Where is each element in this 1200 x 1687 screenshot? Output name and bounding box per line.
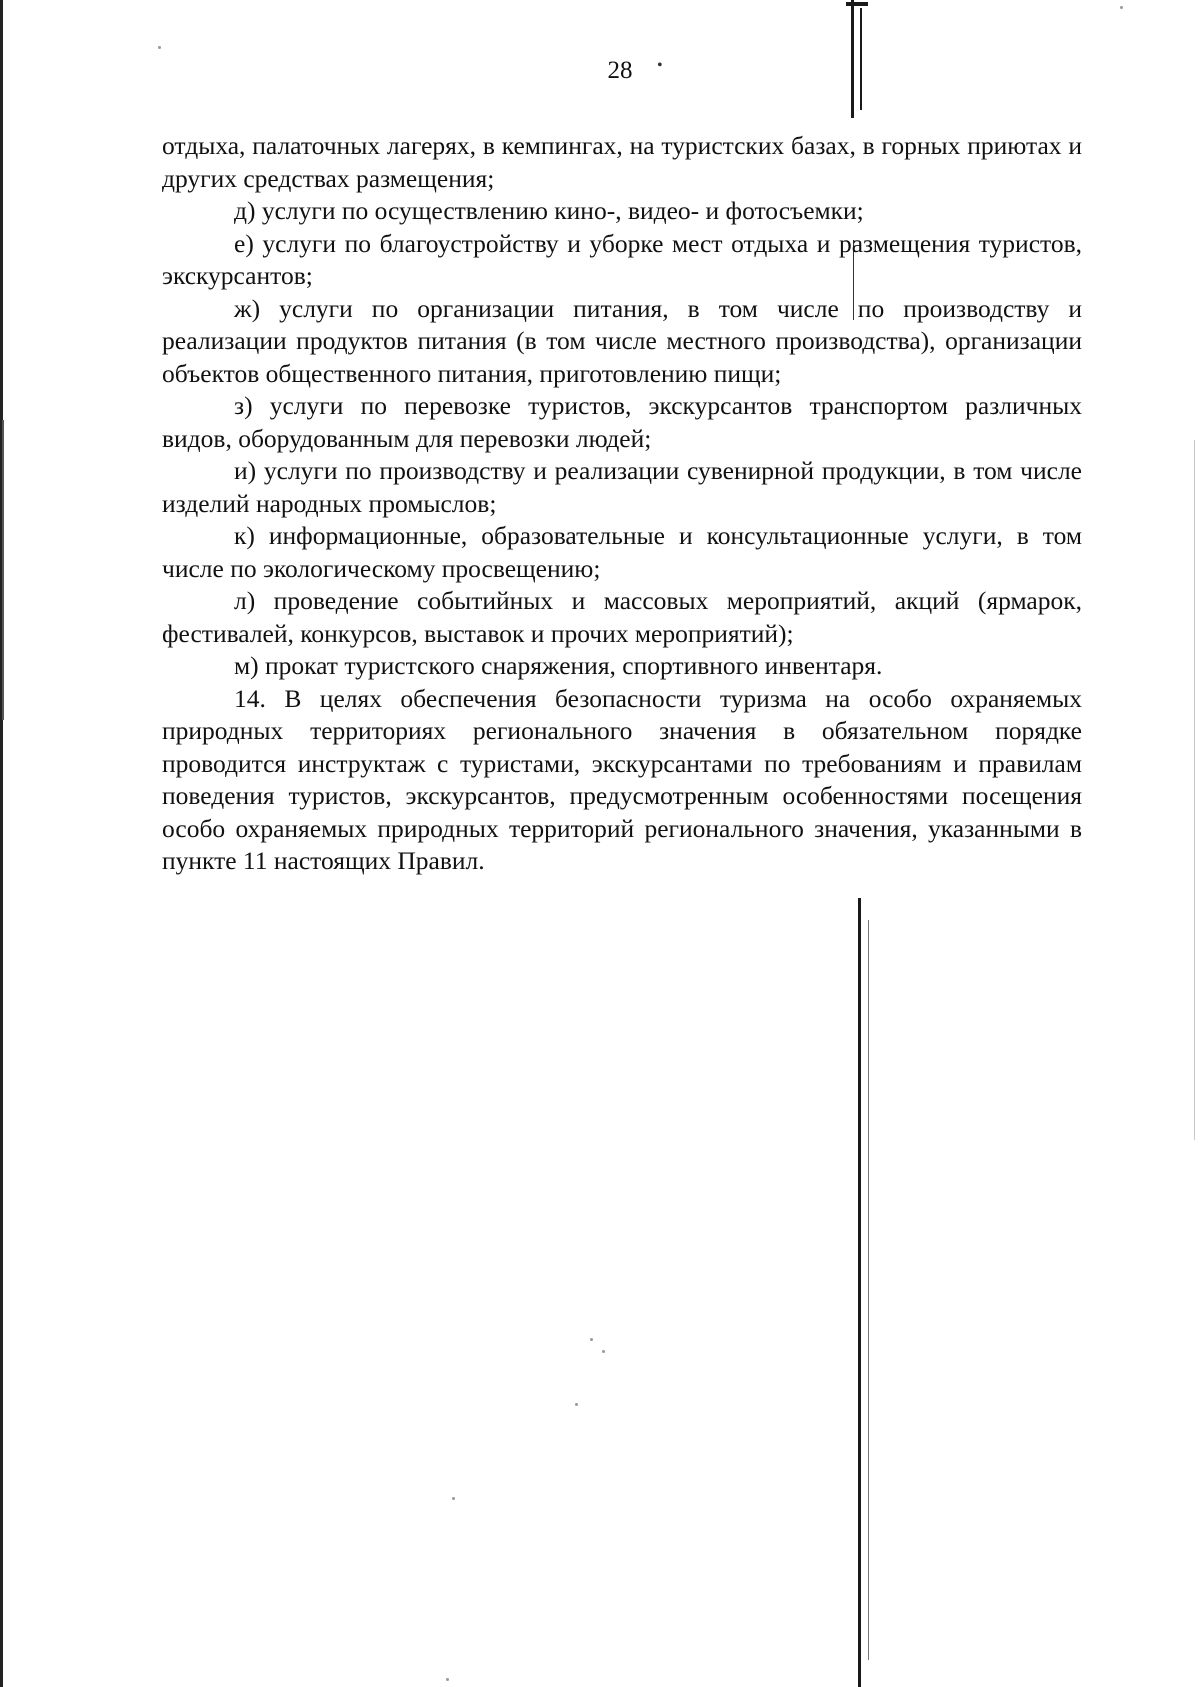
scan-binding-line-lower [858, 898, 861, 1687]
scan-left-edge [0, 0, 3, 1687]
scan-speck [602, 1350, 605, 1353]
paragraph: ж) услуги по организации питания, в том числе по производству и реализации продуктов питания (в том числе местного производства), организации объектов общественного питания, приготовлению пищи; [162, 293, 1082, 388]
scan-mark: • [657, 57, 663, 74]
document-body [162, 130, 1082, 878]
scan-binding-cap [846, 2, 868, 6]
scan-speck [1120, 6, 1123, 9]
scan-left-mark [2, 420, 4, 720]
scan-speck [158, 46, 161, 49]
paragraph: 14. В целях обеспечения безопасности туризма на особо охраняемых природных территориях регионального значения в обязательном порядке проводится инструктаж с туристами, экскурсантами по требованиям и правилам поведения туристов, экскурсантов, предусмотренным особенностями посещения особо охраняемых природных территорий регионального значения, указанными в пункте 11 настоящих Правил. [162, 683, 1082, 875]
paragraph: отдыха, палаточных лагерях, в кемпингах, на туристских базах, в горных приютах и других средствах размещения; [162, 131, 1082, 193]
paragraph: и) услуги по производству и реализации сувенирной продукции, в том числе изделий народных промыслов; [162, 456, 1082, 518]
paragraph: л) проведение событийных и массовых мероприятий, акций (ярмарок, фестивалей, конкурсов, выставок и прочих мероприятий); [162, 586, 1082, 648]
paragraph: м) прокат туристского снаряжения, спортивного инвентаря. [234, 651, 883, 680]
paragraph: д) услуги по осуществлению кино-, видео- и фотосъемки; [234, 196, 864, 225]
page-number: 28 [607, 57, 633, 84]
scan-speck [446, 1678, 449, 1681]
scan-speck [575, 1403, 578, 1406]
paragraph: з) услуги по перевозке туристов, экскурсантов транспортом различных видов, оборудованным для перевозки людей; [162, 391, 1082, 453]
scan-speck [590, 1338, 593, 1341]
scan-speck [452, 1497, 455, 1500]
paragraph: е) услуги по благоустройству и уборке мест отдыха и размещения туристов, экскурсантов; [162, 228, 1082, 290]
paragraph: к) информационные, образовательные и консультационные услуги, в том числе по экологическому просвещению; [162, 521, 1082, 583]
scan-binding-dash [868, 920, 869, 1660]
scan-right-edge [1194, 440, 1195, 1140]
